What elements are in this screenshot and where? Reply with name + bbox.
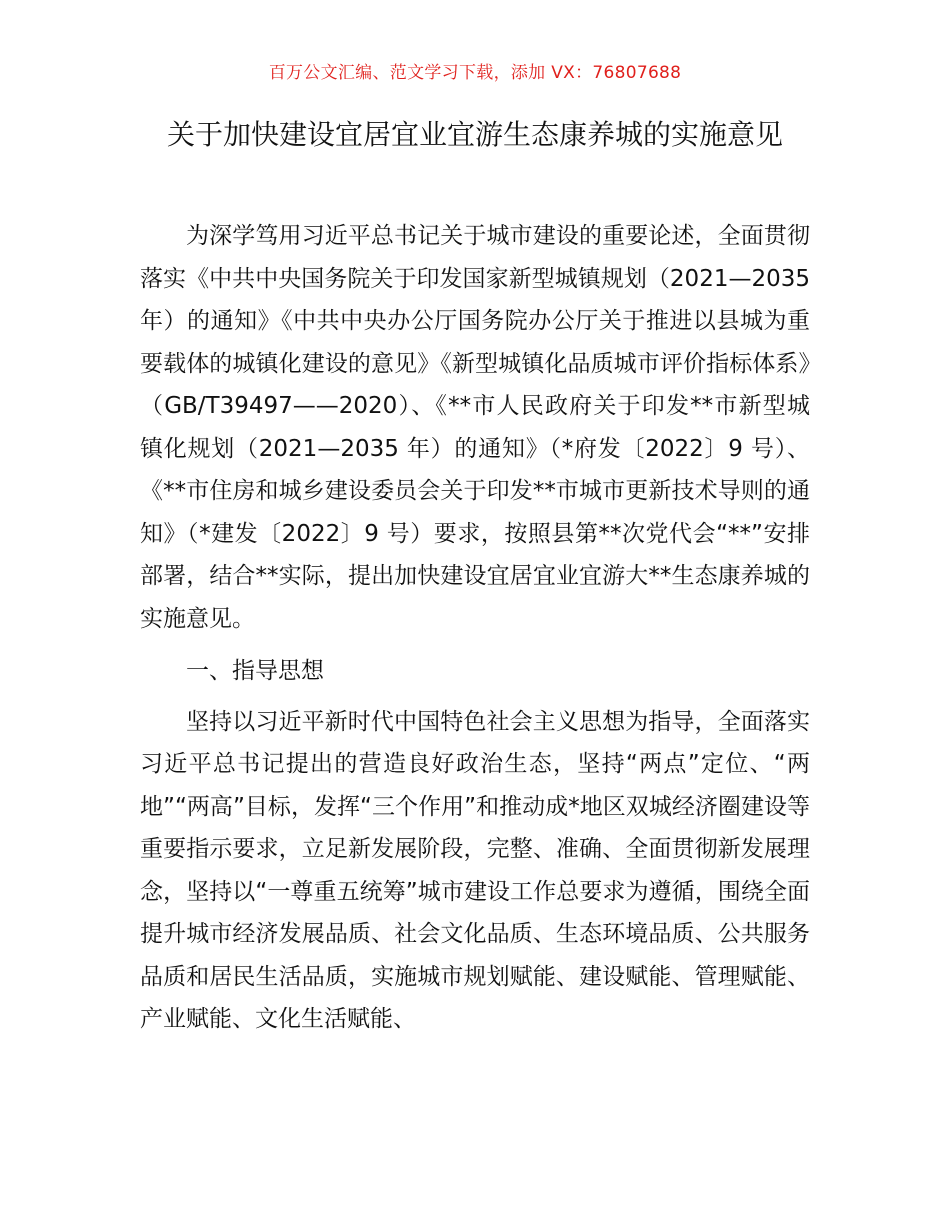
watermark-banner: 百万公文汇编、范文学习下载，添加 VX：76807688 <box>268 63 682 83</box>
document-body <box>140 215 810 1041</box>
intro-paragraph: 为深学笃用习近平总书记关于城市建设的重要论述，全面贯彻落实《中共中央国务院关于印发国家新型城镇规划（2021—2035 年）的通知》《中共中央办公厅国务院办公厅关于推进以县城为重要载体的城镇化建设的意见》《新型城镇化品质城市评价指标体系》（GB/T39497——2020）、《**市人民政府关于印发**市新型城镇化规划（2021—2035 年）的通知》（*府发〔2022〕9 号）、《**市住房和城乡建设委员会关于印发**市城市更新技术导则的通知》（*建发〔2022〕9 号）要求，按照县第**次党代会“**”安排部署，结合**实际，提出加快建设宜居宜业宜游大**生态康养城的实施意见。 <box>140 223 810 632</box>
section-heading-guiding-thought: 一、指导思想 <box>186 658 324 684</box>
guiding-thought-paragraph: 坚持以习近平新时代中国特色社会主义思想为指导，全面落实习近平总书记提出的营造良好政治生态，坚持“两点”定位、“两地”“两高”目标，发挥“三个作用”和推动成*地区双城经济圈建设等重要指示要求，立足新发展阶段，完整、准确、全面贯彻新发展理念，坚持以“一尊重五统筹”城市建设工作总要求为遵循，围绕全面提升城市经济发展品质、社会文化品质、生态环境品质、公共服务品质和居民生活品质，实施城市规划赋能、建设赋能、管理赋能、产业赋能、文化生活赋能、 <box>140 708 810 1032</box>
document-title: 关于加快建设宜居宜业宜游生态康养城的实施意见 <box>166 118 783 151</box>
